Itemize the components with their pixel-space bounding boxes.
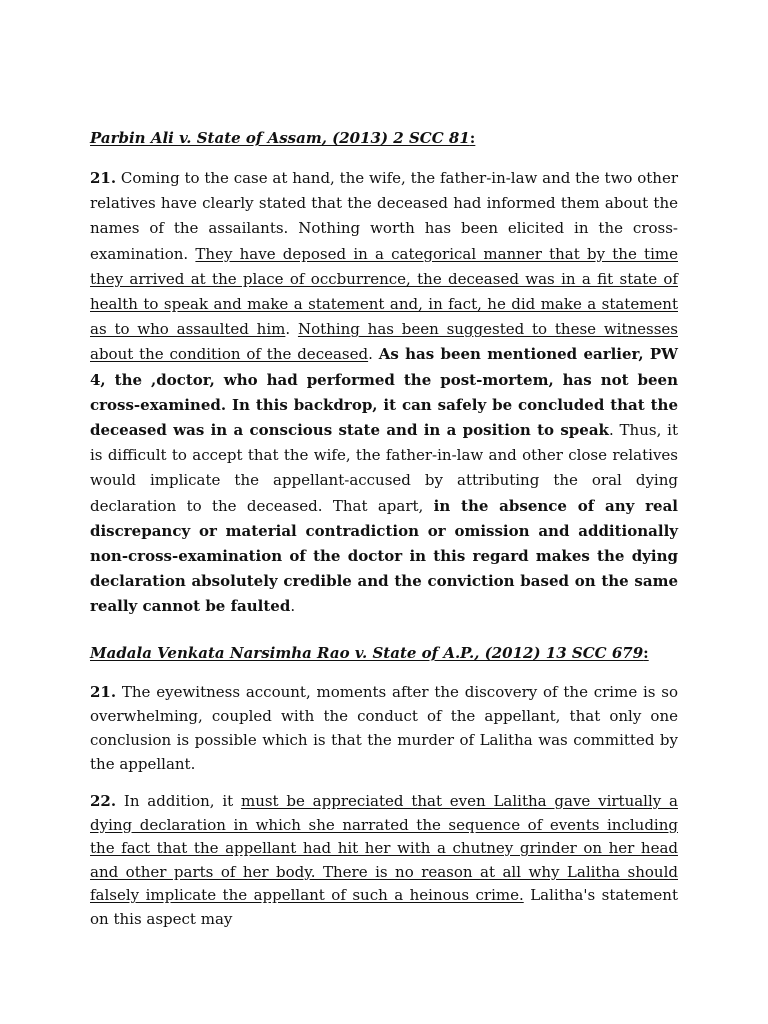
paragraph-number: 22. — [90, 792, 117, 810]
underlined-text: Nothing has been suggested to these witnesses about the condition of the deceased — [90, 320, 678, 364]
paragraph-text: . — [290, 597, 296, 616]
paragraph-text: The eyewitness account, moments after the discovery of the crime is so overwhelming, coupled with the conduct of the appellant, that only one conclusion is possible which is that the murder of Lalitha was committed by the appellant. — [90, 683, 678, 773]
paragraph-number: 21. — [90, 683, 117, 701]
case-citation-madala — [90, 643, 678, 663]
case-citation-parbin-ali — [90, 128, 678, 148]
underlined-text: must be appreciated that even Lalitha gave virtually a dying declaration in which she narrated the sequence of events including the fact that the appellant had hit her with a chutney grinder on her head and other parts of her body. There is no reason at all why Lalitha should falsely implicate the appellant of such a heinous crime. — [90, 792, 678, 905]
paragraph-text: . — [368, 345, 379, 364]
paragraph-text: Coming to the case at hand, the wife, the father-in-law and the two other relatives have clearly stated that the deceased had informed them about the names of the assailants. Nothing worth has been elicited in the cross-examination. — [90, 169, 678, 263]
paragraph-21-madala — [90, 680, 678, 776]
case-title-text: Parbin Ali v. State of Assam, (2013) 2 SCC 81 — [90, 129, 470, 147]
underlined-text: They have deposed in a categorical manner that by the time they arrived at the place of occburrence, the deceased was in a fit state of health to speak and make a statement and, in fact, he did make a statement as to who assaulted him — [90, 244, 678, 339]
paragraph-22-madala — [90, 790, 678, 932]
case-title-text: Madala Venkata Narsimha Rao v. State of A.P., (2012) 13 SCC 679 — [90, 644, 644, 662]
paragraph-text: In addition, it — [116, 792, 241, 810]
title-colon: : — [643, 644, 649, 662]
title-colon: : — [469, 129, 476, 147]
paragraph-text: Lalitha's statement on this aspect may — [90, 886, 678, 928]
bold-text: in the absence of any real discrepancy or material contradiction or omission and additionally non-cross-examination of the doctor in this regard makes the dying declaration absolutely credible and the conviction based on the same really cannot be faulted — [90, 496, 678, 616]
bold-text: As has been mentioned earlier, PW 4, the ,doctor, who had performed the post-mortem, has not been cross-examined. In this backdrop, it can safely be concluded that the deceased was in a conscious state and in a position to speak — [90, 345, 679, 440]
paragraph-text: . — [285, 320, 298, 339]
paragraph-21-parbin — [90, 166, 678, 620]
paragraph-number: 21. — [90, 169, 117, 187]
paragraph-text: . Thus, it is difficult to accept that the wife, the father-in-law and other close relatives would implicate the appellant-accused by attributing the oral dying declaration to the deceased. That apart, — [90, 421, 679, 515]
